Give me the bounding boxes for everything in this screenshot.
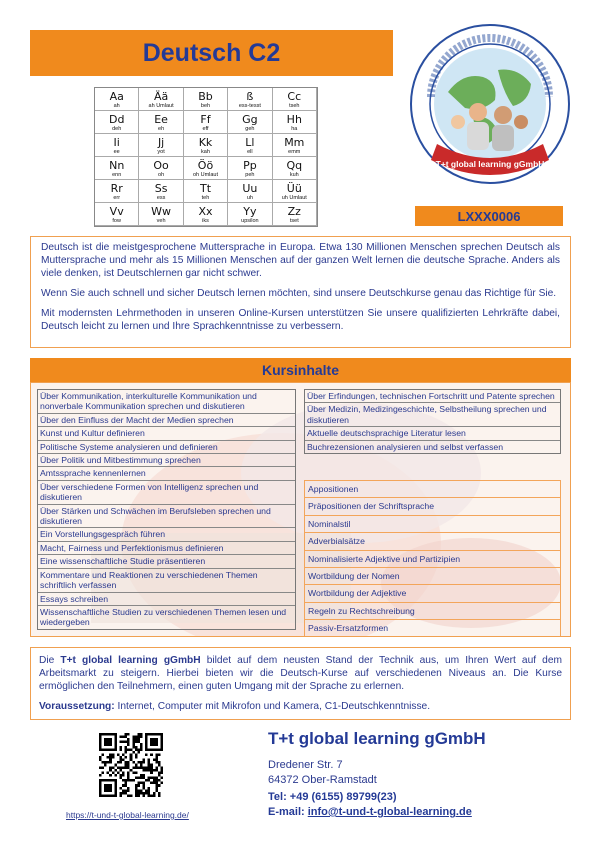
course-contents-title: Kursinhalte (261, 362, 339, 378)
alphabet-pronunciation: iks (202, 218, 209, 224)
qr-code[interactable] (99, 733, 163, 797)
alphabet-cell (184, 134, 228, 157)
course-item: Eine wissenschaftliche Studie präsentieren (38, 555, 295, 568)
course-item: Aktuelle deutschsprachige Literatur lesen (305, 427, 560, 440)
course-item: Über Erfindungen, technischen Fortschritt und Patente sprechen (305, 390, 560, 403)
course-item: Über verschiedene Formen von Intelligenz sprechen und diskutieren (38, 481, 295, 505)
alphabet-letter: Üü (286, 182, 302, 195)
alphabet-pronunciation: eff (202, 126, 209, 132)
alphabet-pronunciation: ah Umlaut (148, 103, 174, 109)
course-item: Über den Einfluss der Macht der Medien sprechen (38, 414, 295, 427)
course-item: Nominalisierte Adjektive und Partizipien (305, 551, 560, 568)
course-item: Über Politik und Mitbestimmung sprechen (38, 454, 295, 467)
alphabet-pronunciation: ha (291, 126, 298, 132)
alphabet-letter: Qq (286, 159, 303, 172)
requirements-text: Internet, Computer mit Mikrofon und Kamera, C1-Deutschkenntnisse. (114, 701, 431, 712)
alphabet-pronunciation: ell (247, 149, 253, 155)
website-link[interactable]: https://t-und-t-global-learning.de/ (66, 810, 189, 820)
info-paragraph (39, 654, 562, 693)
alphabet-pronunciation: uh (246, 195, 253, 201)
alphabet-cell (139, 134, 183, 157)
alphabet-letter: Ee (154, 113, 168, 126)
course-item: Buchrezensionen analysieren und selbst verfassen (307, 441, 504, 452)
street: Dredener Str. 7 (268, 759, 343, 771)
alphabet-cell (139, 203, 183, 226)
alphabet-cell (95, 134, 139, 157)
alphabet-pronunciation: tset (289, 218, 299, 224)
course-item: Adverbialsätze (305, 533, 560, 550)
intro-box (30, 236, 571, 348)
course-list-right-grammar (304, 480, 561, 637)
address (268, 758, 377, 788)
alphabet-letter: Uu (242, 182, 258, 195)
alphabet-pronunciation: peh (245, 172, 255, 178)
logo-ribbon-text: T+t global learning gGmbH (435, 159, 545, 169)
email-label: E-mail: (268, 806, 308, 818)
alphabet-letter: Gg (242, 113, 258, 126)
alphabet-cell (184, 88, 228, 111)
course-item: Essays schreiben (38, 593, 295, 606)
alphabet-pronunciation: ee (113, 149, 120, 155)
company-name: T+t global learning gGmbH (268, 729, 486, 748)
alphabet-letter: Bb (198, 90, 213, 103)
alphabet-letter: Oo (153, 159, 169, 172)
alphabet-cell (139, 111, 183, 134)
alphabet-letter: Ää (153, 90, 169, 103)
alphabet-pronunciation: tseh (289, 103, 300, 109)
alphabet-pronunciation: oh Umlaut (192, 172, 219, 178)
phone: Tel: +49 (6155) 89799(23) (268, 791, 397, 803)
city: 64372 Ober-Ramstadt (268, 774, 377, 786)
tt-logo (403, 22, 577, 202)
alphabet-letter: Ww (151, 205, 172, 218)
alphabet-chart (94, 87, 318, 227)
alphabet-letter: Mm (284, 136, 305, 149)
intro-paragraph-1: Deutsch ist die meistgesprochene Muttersprache in Europa. Etwa 130 Millionen Menschen sprechen Deutsch als Muttersprache und mehr als 15 Millionen Menschen auf der ganzen Welt lernen die deutsche Sprache. Anders als viele denken, ist Deutschlernen gar nicht schwer. (41, 242, 560, 279)
course-contents-body (30, 382, 571, 637)
course-item: Passiv-Ersatzformen (305, 620, 560, 637)
alphabet-cell (273, 203, 317, 226)
alphabet-letter: Dd (108, 113, 125, 126)
alphabet-pronunciation: kuh (289, 172, 299, 178)
alphabet-pronunciation: teh (201, 195, 210, 201)
course-list-left (37, 389, 296, 630)
alphabet-letter: Ff (200, 113, 211, 126)
alphabet-letter: Zz (287, 205, 301, 218)
alphabet-cell (228, 180, 272, 203)
alphabet-pronunciation: kah (201, 149, 210, 155)
alphabet-pronunciation: ess-tesst (238, 103, 261, 109)
alphabet-letter: Pp (243, 159, 257, 172)
course-contents-header (30, 358, 571, 382)
alphabet-pronunciation: beh (200, 103, 211, 109)
alphabet-cell (273, 157, 317, 180)
alphabet-letter: Yy (243, 205, 257, 218)
alphabet-cell (273, 134, 317, 157)
alphabet-cell (139, 88, 183, 111)
course-item: Über Kommunikation, interkulturelle Kommunikation und nonverbale Kommunikation sprechen und diskutieren (38, 390, 295, 414)
alphabet-cell (184, 180, 228, 203)
alphabet-pronunciation: err (113, 195, 121, 201)
course-item: Politische Systeme analysieren und definieren (38, 441, 295, 454)
course-list-right-topics (304, 389, 561, 454)
alphabet-cell (228, 111, 272, 134)
alphabet-cell (139, 157, 183, 180)
alphabet-letter: Aa (109, 90, 124, 103)
alphabet-cell (273, 180, 317, 203)
alphabet-pronunciation: enn (112, 172, 122, 178)
intro-paragraph-3: Mit modernsten Lehrmethoden in unseren Online-Kursen unterstützen Sie unsere qualifizierten Lehrkräfte dabei, Deutsch leicht zu lernen und Ihre Sprachkenntnisse zu verbessern. (41, 308, 560, 332)
alphabet-pronunciation: uh Umlaut (281, 195, 307, 201)
course-item: Über Stärken und Schwächen im Berufsleben sprechen und diskutieren (38, 505, 295, 529)
email-link[interactable]: info@t-und-t-global-learning.de (307, 806, 472, 818)
alphabet-letter: Öö (197, 159, 214, 172)
alphabet-cell (95, 203, 139, 226)
requirements-label: Voraussetzung: (39, 701, 115, 712)
alphabet-pronunciation: eh (158, 126, 165, 132)
info-box (30, 647, 571, 720)
course-code: LXXX0006 (457, 208, 521, 224)
course-item: Wissenschaftliche Studien zu verschiedenen Themen lesen und wiedergeben (40, 606, 287, 628)
email (268, 806, 472, 818)
alphabet-letter: Jj (157, 136, 165, 149)
course-item: Kunst und Kultur definieren (38, 427, 295, 440)
course-item: Wortbildung der Adjektive (305, 585, 560, 602)
alphabet-letter: Nn (109, 159, 125, 172)
course-code-badge (415, 206, 563, 226)
alphabet-pronunciation: upsilon (241, 218, 259, 224)
info-brand: T+t global learning gGmbH (60, 655, 201, 666)
alphabet-cell (184, 157, 228, 180)
alphabet-pronunciation: fow (112, 218, 121, 224)
alphabet-cell (95, 157, 139, 180)
alphabet-cell (273, 88, 317, 111)
alphabet-letter: Tt (199, 182, 212, 195)
alphabet-letter: Vv (109, 205, 124, 218)
info-text: bildet auf dem neusten Stand der Technik aus, um Ihren Wert auf dem Arbeitsmarkt zu steigern. Hierbei bieten wir die Deutsch-Kurse auf verschiedenen Niveaus an. Die Kurse ermöglichen den Teilnehmern, einen guten Umgang mit der Sprache zu erlernen. (39, 655, 562, 692)
alphabet-cell (95, 111, 139, 134)
course-item: Über Medizin, Medizingeschichte, Selbstheilung sprechen und diskutieren (305, 403, 560, 427)
alphabet-cell (184, 203, 228, 226)
alphabet-cell (228, 88, 272, 111)
alphabet-pronunciation: deh (112, 126, 122, 132)
requirements (39, 700, 562, 713)
alphabet-letter: Kk (198, 136, 213, 149)
alphabet-pronunciation: ess (156, 195, 166, 201)
alphabet-pronunciation: veh (156, 218, 166, 224)
alphabet-pronunciation: yot (157, 149, 165, 155)
course-item: Amtssprache kennenlernen (38, 467, 295, 480)
course-item: Ein Vorstellungsgespräch führen (38, 528, 295, 541)
alphabet-cell (139, 180, 183, 203)
page-title: Deutsch C2 (142, 38, 281, 67)
alphabet-letter: Rr (110, 182, 123, 195)
alphabet-pronunciation: oh (158, 172, 165, 178)
course-item: Regeln zu Rechtschreibung (305, 603, 560, 620)
course-item: Appositionen (305, 481, 560, 498)
alphabet-pronunciation: ah (113, 103, 120, 109)
alphabet-cell (273, 111, 317, 134)
alphabet-letter: Ii (113, 136, 120, 149)
alphabet-cell (95, 180, 139, 203)
alphabet-pronunciation: emm (288, 149, 301, 155)
alphabet-cell (228, 157, 272, 180)
title-bar (30, 30, 393, 76)
course-item: Wortbildung der Nomen (305, 568, 560, 585)
alphabet-letter: Cc (287, 90, 302, 103)
course-item: Kommentare und Reaktionen zu verschiedenen Themen schriftlich verfassen (38, 569, 295, 593)
alphabet-letter: ß (246, 90, 254, 103)
alphabet-pronunciation: geh (245, 126, 255, 132)
alphabet-cell (184, 111, 228, 134)
alphabet-letter: Xx (198, 205, 213, 218)
alphabet-cell (95, 88, 139, 111)
intro-paragraph-2: Wenn Sie auch schnell und sicher Deutsch lernen möchten, sind unsere Deutschkurse genau das Richtige für Sie. (41, 288, 557, 299)
course-item: Präpositionen der Schriftsprache (305, 498, 560, 515)
alphabet-letter: Ll (245, 136, 255, 149)
course-item: Nominalstil (305, 516, 560, 533)
course-item: Macht, Fairness und Perfektionismus definieren (38, 542, 295, 555)
alphabet-cell (228, 203, 272, 226)
alphabet-letter: Ss (154, 182, 168, 195)
alphabet-letter: Hh (286, 113, 302, 126)
alphabet-cell (228, 134, 272, 157)
info-prefix: Die (39, 655, 61, 666)
